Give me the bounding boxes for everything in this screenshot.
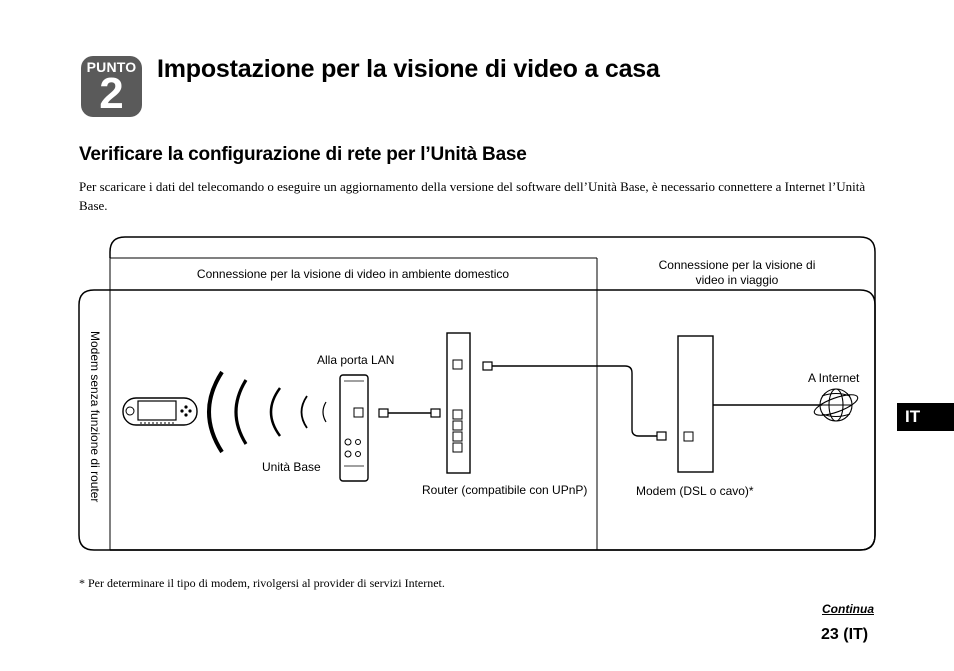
travel-connection-label-1: Connessione per la visione di [658,258,816,272]
footnote: * Per determinare il tipo di modem, rivolgersi al provider di servizi Internet. [79,576,445,590]
step-badge-label: PUNTO [86,59,137,75]
internet-label: A Internet [808,371,860,385]
router-label: Router (compatibile con UPnP) [422,483,588,497]
home-connection-label: Connessione per la visione di video in ambiente domestico [196,267,510,281]
wireless-modem-label: Modem senza funzione di router [88,331,102,503]
modem-label: Modem (DSL o cavo)* [636,484,754,498]
lan-port-label: Alla porta LAN [317,353,395,367]
wireless-signal-icon [209,372,326,452]
language-tab: IT [897,403,954,431]
travel-connection-label-2: video in viaggio [695,273,779,287]
step-badge-number: 2 [99,69,124,118]
page-number: 23 (IT) [821,626,869,643]
handheld-console-icon [123,398,197,425]
intro-paragraph: Per scaricare i dati del telecomando o eseguire un aggiornamento della versione del software dell’Unità Base, è necessario connettere a Internet l’Unità Base. [79,179,866,213]
router-device [447,333,470,473]
continue-link[interactable]: Continua [822,602,874,616]
page-title: Impostazione per la visione di video a casa [157,55,660,83]
modem-device [678,336,713,472]
section-title: Verificare la configurazione di rete per l’Unità Base [79,144,527,165]
base-unit-device [340,375,368,481]
home-frame [79,290,875,550]
cable-plugs [379,362,666,440]
base-unit-label: Unità Base [262,460,321,474]
